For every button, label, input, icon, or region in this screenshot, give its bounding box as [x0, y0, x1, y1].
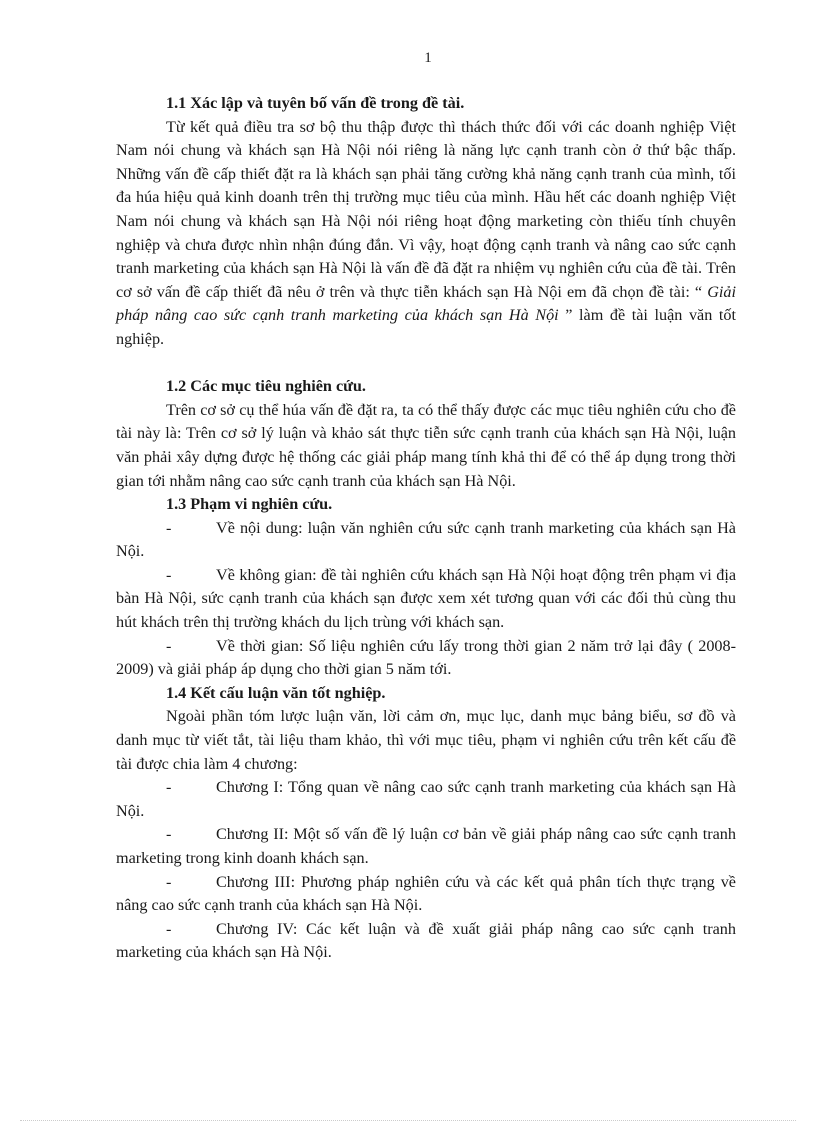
document-body	[116, 92, 736, 965]
list-item-text: Về không gian: đề tài nghiên cứu khách sạn Hà Nội hoạt động trên phạm vi địa bàn Hà Nội, sức cạnh tranh của khách sạn được xem xét tương quan với các đối thủ cùng thu hút khách trên thị trường khách du lịch trùng với khách sạn.	[116, 565, 736, 632]
thesis-title: Giải pháp nâng cao sức cạnh tranh marketing của khách sạn Hà Nội	[116, 282, 736, 325]
section-1-1-paragraph	[116, 116, 736, 352]
dash-marker: -	[166, 778, 172, 797]
dash-marker: -	[166, 565, 172, 584]
dash-marker: -	[166, 872, 172, 891]
list-item-text: Chương IV: Các kết luận và đề xuất giải pháp nâng cao sức cạnh tranh marketing của khách sạn Hà Nội.	[116, 919, 736, 962]
list-item-text: Chương II: Một số vấn đề lý luận cơ bản về giải pháp nâng cao sức cạnh tranh marketing trong kinh doanh khách sạn.	[116, 825, 736, 867]
list-item-text: Chương I: Tổng quan về nâng cao sức cạnh tranh marketing của khách sạn Hà Nội.	[116, 778, 736, 820]
list-item	[116, 776, 736, 823]
spacer	[116, 352, 736, 376]
section-heading-1-1: 1.1 Xác lập và tuyên bố vấn đề trong đề tài.	[166, 94, 465, 112]
paragraph-text-end: ” làm đề tài luận văn tốt nghiệp.	[116, 306, 736, 348]
section-heading-1-3: 1.3 Phạm vi nghiên cứu.	[166, 495, 333, 514]
dash-marker: -	[166, 636, 172, 655]
list-item	[116, 635, 736, 682]
list-item	[116, 871, 736, 918]
page-number: 1	[424, 50, 432, 66]
page-bottom-divider	[20, 1120, 796, 1121]
list-item-text: Về nội dung: luận văn nghiên cứu sức cạnh tranh marketing của khách sạn Hà Nội.	[116, 518, 736, 561]
list-item-text: Chương III: Phương pháp nghiên cứu và các kết quả phân tích thực trạng về nâng cao sức cạnh tranh của khách sạn Hà Nội.	[116, 872, 736, 915]
list-item	[116, 918, 736, 965]
list-item	[116, 823, 736, 870]
dash-marker: -	[166, 919, 172, 938]
section-heading-1-4: 1.4 Kết cấu luận văn tốt nghiệp.	[166, 683, 386, 702]
section-heading-1-2: 1.2 Các mục tiêu nghiên cứu.	[166, 377, 366, 396]
paragraph-text-start: Từ kết quả điều tra sơ bộ thu thập được thì thách thức đối với các doanh nghiệp Việt Nam nói chung và khách sạn Hà Nội nói riêng là năng lực cạnh tranh còn ở thứ bậc thấp. Những vấn đề cấp thiết đặt ra là khách sạn phải tăng cường khả năng cạnh tranh của mình, tối đa húa hiệu quả kinh doanh trên thị trường mục tiêu của mình. Hầu hết các doanh nghiệp Việt Nam nói chung và khách sạn Hà Nội nói riêng hoạt động marketing còn thiếu tính chuyên nghiệp và chưa được nhìn nhận đúng đắn. Vì vậy, hoạt động cạnh tranh và nâng cao sức cạnh tranh marketing của khách sạn Hà Nội là vấn đề đã đặt ra nhiệm vụ nghiên cứu của đề tài. Trên cơ sở vấn đề cấp thiết đã nêu ở trên và thực tiễn khách sạn Hà Nội em đã chọn đề tài: “	[116, 117, 736, 301]
list-item-text: Về thời gian: Số liệu nghiên cứu lấy trong thời gian 2 năm trở lại đây ( 2008- 2009) và giải pháp áp dụng cho thời gian 5 năm tới.	[116, 636, 736, 679]
section-1-4-paragraph: Ngoài phần tóm lược luận văn, lời cảm ơn, mục lục, danh mục bảng biểu, sơ đồ và danh mục từ viết tắt, tài liệu tham khảo, thì với mục tiêu, phạm vi nghiên cứu trên kết cấu đề tài được chia làm 4 chương:	[116, 707, 736, 773]
dash-marker: -	[166, 518, 172, 537]
dash-marker: -	[166, 825, 172, 844]
list-item	[116, 564, 736, 635]
section-1-2-paragraph: Trên cơ sở cụ thể húa vấn đề đặt ra, ta có thể thấy được các mục tiêu nghiên cứu cho đề tài này là: Trên cơ sở lý luận và khảo sát thực tiễn sức cạnh tranh của khách sạn Hà Nội, luận văn phải xây dựng được hệ thống các giải pháp mang tính khả thi để có thể áp dụng trong thời gian tới nhằm nâng cao sức cạnh tranh của khách sạn Hà Nội.	[116, 400, 736, 490]
list-item	[116, 517, 736, 564]
